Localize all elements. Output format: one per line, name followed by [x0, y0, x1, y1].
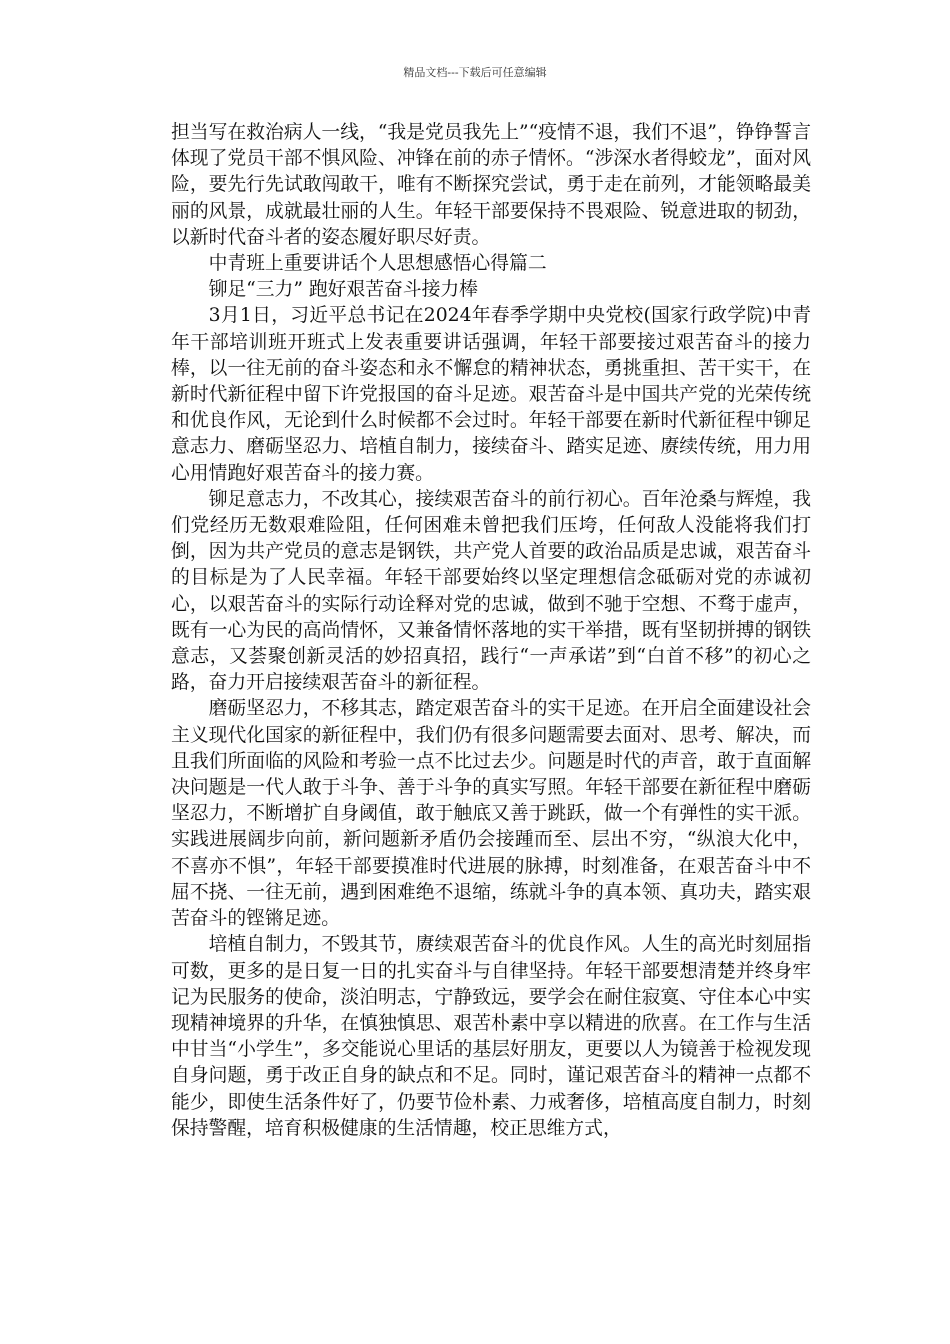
document-body [171, 120, 811, 1142]
paragraph-continuation: 担当写在救治病人一线，“我是党员我先上”“疫情不退，我们不退”，铮铮誓言体现了党员干部不惧风险、冲锋在前的赤子情怀。“涉深水者得蛟龙”，面对风险，要先行先试敢闯敢干，唯有不断探究尝试，勇于走在前列，才能领略最美丽的风景，成就最壮丽的人生。年轻干部要保持不畏艰险、锐意进取的韧劲，以新时代奋斗者的姿态履好职尽好责。 [171, 122, 811, 248]
paragraph-willpower: 铆足意志力，不改其心，接续艰苦奋斗的前行初心。百年沧桑与辉煌，我们党经历无数艰难险阻，任何困难未曾把我们压垮，任何敌人没能将我们打倒，因为共产党员的意志是钢铁，共产党人首要的政治品质是忠诚，艰苦奋斗的目标是为了人民幸福。年轻干部要始终以坚定理想信念砥砺对党的赤诚初心，以艰苦奋斗的实际行动诠释对党的忠诚，做到不驰于空想、不骛于虚声，既有一心为民的高尚情怀，又兼备情怀落地的实干举措，既有坚韧拼搏的钢铁意志，又荟聚创新灵活的妙招真招，践行“一声承诺”到“白首不移”的初心之路，奋力开启接续艰苦奋斗的新征程。 [171, 488, 811, 694]
article-subtitle: 铆足“三力” 跑好艰苦奋斗接力棒 [208, 279, 478, 301]
paragraph-self-discipline: 培植自制力，不毁其节，赓续艰苦奋斗的优良作风。人生的高光时刻屈指可数，更多的是日复一日的扎实奋斗与自律坚持。年轻干部要想清楚并终身牢记为民服务的使命，淡泊明志，宁静致远，要学会在耐住寂寞、守住本心中实现精神境界的升华，在慎独慎思、艰苦朴素中享以精进的欣喜。在工作与生活中甘当“小学生”，多交能说心里话的基层好朋友，更要以人为镜善于检视发现自身问题，勇于改正自身的缺点和不足。同时，谨记艰苦奋斗的精神一点都不能少，即使生活条件好了，仍要节俭朴素、力戒奢侈，培植高度自制力，时刻保持警醒，培育积极健康的生活情趣，校正思维方式， [171, 934, 811, 1139]
paragraph-intro: 3月1日，习近平总书记在2024年春季学期中央党校(国家行政学院)中青年干部培训班开班式上发表重要讲话强调，年轻干部要接过艰苦奋斗的接力棒，以一往无前的奋斗姿态和永不懈怠的精神状态，勇挑重担、苦干实干，在新时代新征程中留下许党报国的奋斗足迹。艰苦奋斗是中国共产党的光荣传统和优良作风，无论到什么时候都不会过时。年轻干部要在新时代新征程中铆足意志力、磨砺坚忍力、培植自制力，接续奋斗、踏实足迹、赓续传统，用力用心用情跑好艰苦奋斗的接力赛。 [171, 305, 811, 484]
page-header: 精品文档---下载后可任意编辑 [403, 66, 547, 79]
paragraph-perseverance: 磨砺坚忍力，不移其志，踏定艰苦奋斗的实干足迹。在开启全面建设社会主义现代化国家的新征程中，我们仍有很多问题需要去面对、思考、解决，而且我们所面临的风险和考验一点不比过去少。问题是时代的声音，敢于直面解决问题是一代人敢于斗争、善于斗争的真实写照。年轻干部要在新征程中磨砺坚忍力，不断增扩自身阈值，敢于触底又善于跳跃，做一个有弹性的实干派。实践进展阔步向前，新问题新矛盾仍会接踵而至、层出不穷，“纵浪大化中，不喜亦不惧”，年轻干部要摸准时代进展的脉搏，时刻准备，在艰苦奋斗中不屈不挠、一往无前，遇到困难绝不退缩，练就斗争的真本领、真功夫，踏实艰苦奋斗的铿锵足迹。 [171, 698, 811, 930]
section-title: 中青班上重要讲话个人思想感悟心得篇二 [208, 253, 547, 275]
